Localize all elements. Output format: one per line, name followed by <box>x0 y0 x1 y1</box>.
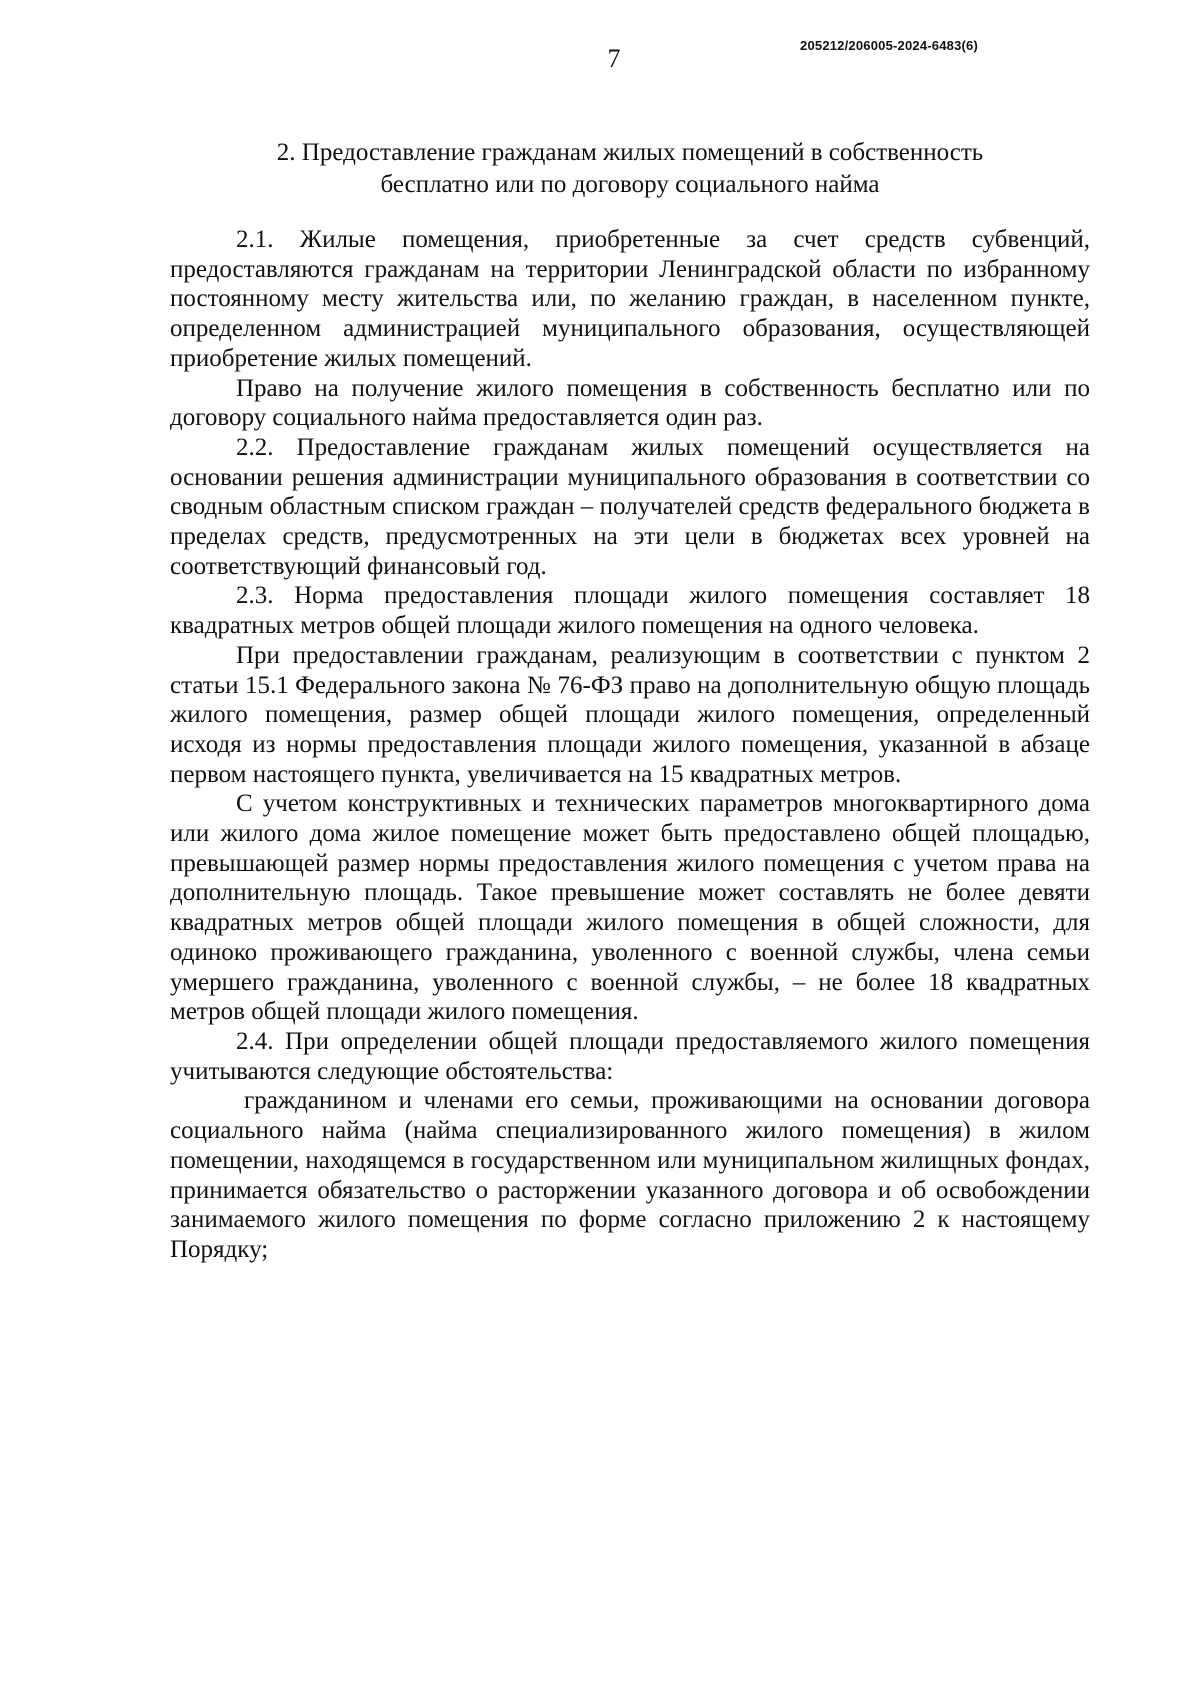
paragraph-right-once: Право на получение жилого помещения в собственность бесплатно или по договору социального найма предоставляется один раз. <box>170 374 1090 432</box>
page-number: 7 <box>607 44 621 73</box>
paragraph-2-3: 2.3. Норма предоставления площади жилого помещения составляет 18 квадратных метров общей площади жилого помещения на одного человека. <box>170 582 1090 640</box>
document-body <box>170 225 1090 1265</box>
paragraph-area-excess: С учетом конструктивных и технических параметров многоквартирного дома или жилого дома жилое помещение может быть предоставлено общей площадью, превышающей размер нормы предоставления жилого помещения с учетом права на дополнительную площадь. Такое превышение может составлять не более девяти квадратных метров общей площади жилого помещения в общей сложности, для одиноко проживающего гражданина, уволенного с военной службы, члена семьи умершего гражданина, уволенного с военной службы, – не более 18 квадратных метров общей площади жилого помещения. <box>170 790 1090 1026</box>
section-title <box>170 137 1090 201</box>
document-registration-number: 205212/206005-2024-6483(6) <box>800 38 978 53</box>
paragraph-2-4: 2.4. При определении общей площади предоставляемого жилого помещения учитываются следующие обстоятельства: <box>170 1027 1090 1085</box>
section-title-line-1: 2. Предоставление гражданам жилых помещений в собственность <box>276 139 984 166</box>
section-title-line-2: бесплатно или по договору социального найма <box>380 171 880 198</box>
paragraph-2-1: 2.1. Жилые помещения, приобретенные за счет средств субвенций, предоставляются гражданам на территории Ленинградской области по избранному постоянному месту жительства или, по желанию граждан, в населенном пункте, определенном администрацией муниципального образования, осуществляющей приобретение жилых помещений. <box>170 226 1090 372</box>
paragraph-obligation: гражданином и членами его семьи, проживающими на основании договора социального найма (найма специализированного жилого помещения) в жилом помещении, находящемся в государственном или муниципальном жилищных фондах, принимается обязательство о расторжении указанного договора и об освобождении занимаемого жилого помещения по форме согласно приложению 2 к настоящему Порядку; <box>170 1087 1090 1263</box>
paragraph-additional-area: При предоставлении гражданам, реализующим в соответствии с пунктом 2 статьи 15.1 Федерального закона № 76-ФЗ право на дополнительную общую площадь жилого помещения, размер общей площади жилого помещения, определенный исходя из нормы предоставления площади жилого помещения, указанной в абзаце первом настоящего пункта, увеличивается на 15 квадратных метров. <box>170 641 1090 788</box>
paragraph-2-2: 2.2. Предоставление гражданам жилых помещений осуществляется на основании решения администрации муниципального образования в соответствии со сводным областным списком граждан – получателей средств федерального бюджета в пределах средств, предусмотренных на эти цели в бюджетах всех уровней на соответствующий финансовый год. <box>170 433 1090 580</box>
